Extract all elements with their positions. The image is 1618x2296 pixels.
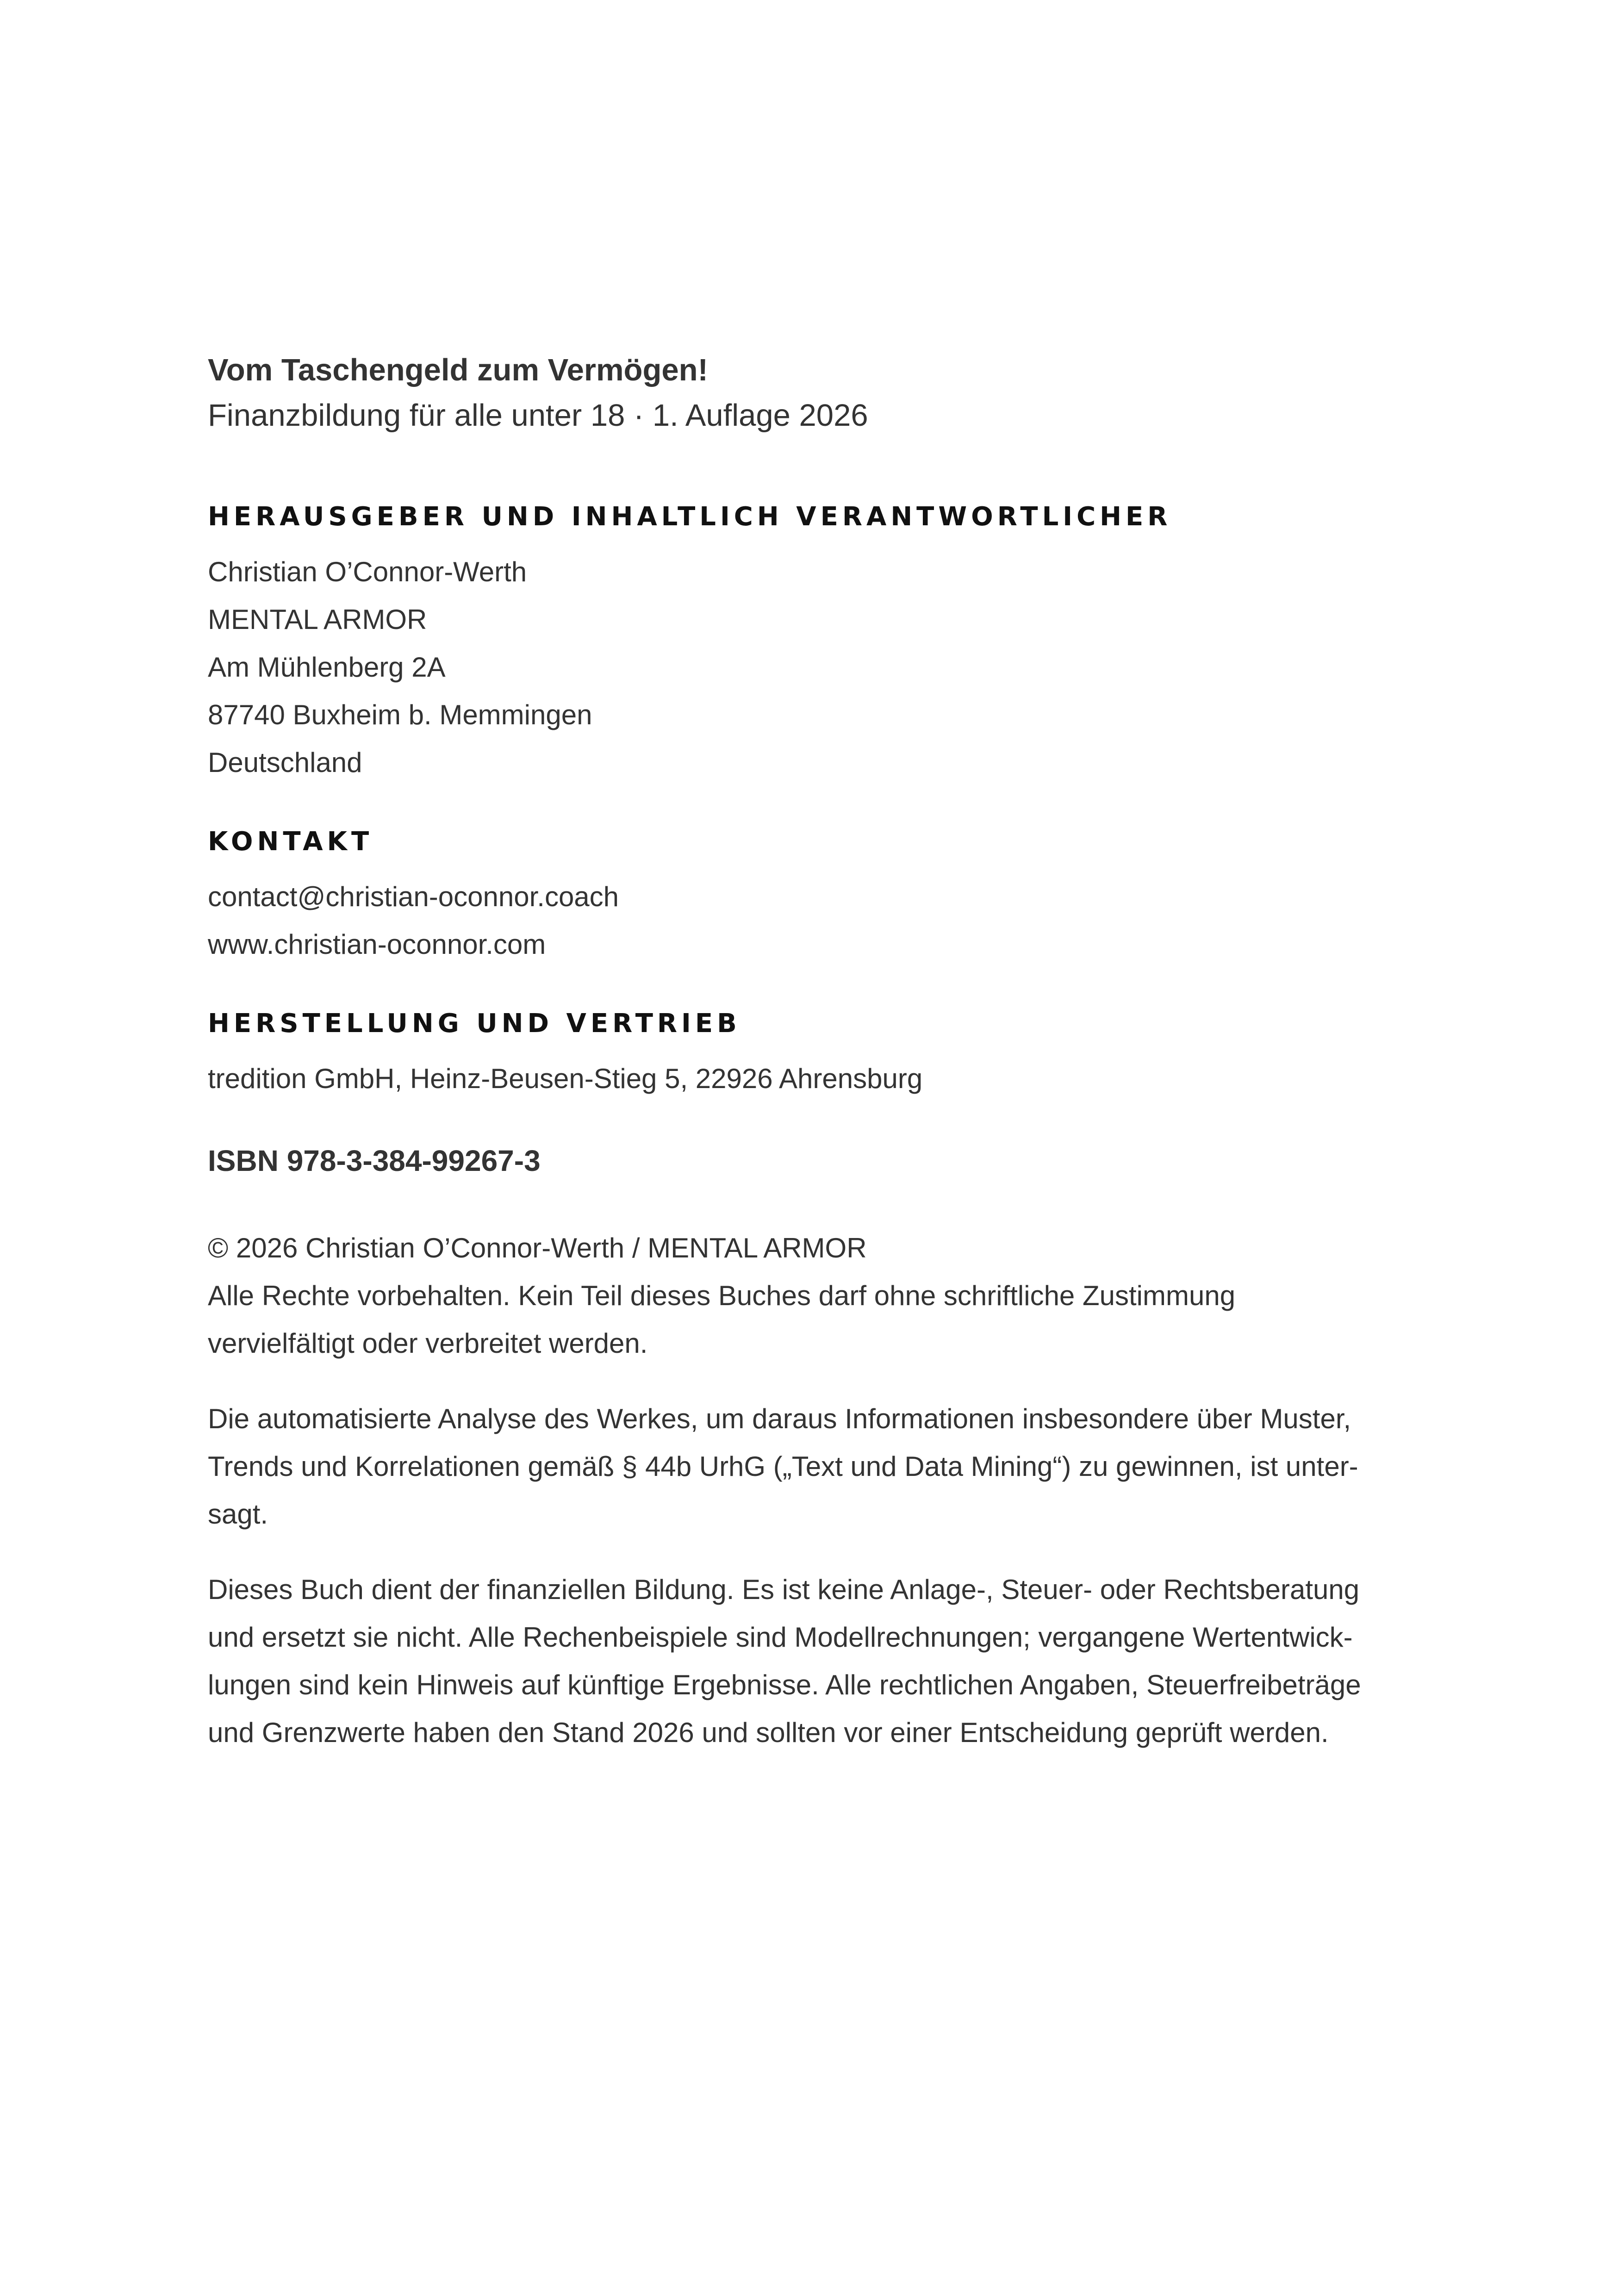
publisher-street: Am Mühlenberg 2A — [208, 651, 446, 683]
imprint-page — [208, 352, 1457, 1756]
production-heading: HERSTELLUNG UND VERTRIEB — [208, 1008, 741, 1039]
publisher-heading: HERAUSGEBER UND INHALTLICH VERANTWORTLICHER — [208, 501, 1172, 532]
copyright-line: Alle Rechte vorbehalten. Kein Teil dieses Buches darf ohne schriftliche Zustimmung — [208, 1280, 1236, 1312]
isbn: ISBN 978-3-384-99267-3 — [208, 1144, 541, 1178]
text-data-mining-notice — [208, 1395, 1457, 1538]
disclaimer-line: Dieses Buch dient der finanziellen Bildung. Es ist keine Anlage-, Steuer- oder Rechtsberatung — [208, 1574, 1360, 1605]
disclaimer-line: und ersetzt sie nicht. Alle Rechenbeispiele sind Modellrechnungen; vergangene Wertentwick- — [208, 1622, 1353, 1653]
publisher-address — [208, 548, 1457, 786]
publisher-section — [208, 501, 1457, 786]
copyright-notice — [208, 1224, 1457, 1367]
production-section — [208, 1008, 1457, 1102]
tdm-line: Die automatisierte Analyse des Werkes, um daraus Informationen insbesondere über Muster, — [208, 1403, 1351, 1435]
disclaimer-line: lungen sind kein Hinweis auf künftige Ergebnisse. Alle rechtlichen Angaben, Steuerfreibeträge — [208, 1669, 1361, 1701]
disclaimer-line: und Grenzwerte haben den Stand 2026 und sollten vor einer Entscheidung geprüft werden. — [208, 1717, 1329, 1748]
contact-heading: KONTAKT — [208, 826, 373, 857]
copyright-line: © 2026 Christian O’Connor-Werth / MENTAL ARMOR — [208, 1232, 867, 1264]
contact-website: www.christian-oconnor.com — [208, 929, 546, 960]
disclaimer — [208, 1566, 1457, 1756]
contact-details — [208, 873, 1457, 968]
production-details — [208, 1055, 1457, 1102]
copyright-line: vervielfältigt oder verbreitet werden. — [208, 1328, 648, 1359]
book-title: Vom Taschengeld zum Vermögen! — [208, 353, 708, 387]
contact-section — [208, 826, 1457, 968]
contact-email: contact@christian-oconnor.coach — [208, 881, 619, 913]
publisher-name: Christian O’Connor-Werth — [208, 556, 527, 587]
tdm-line: Trends und Korrelationen gemäß § 44b UrhG („Text und Data Mining“) zu gewinnen, ist unter- — [208, 1451, 1358, 1482]
production-address: tredition GmbH, Heinz-Beusen-Stieg 5, 22926 Ahrensburg — [208, 1063, 923, 1095]
publisher-country: Deutschland — [208, 747, 362, 778]
publisher-company: MENTAL ARMOR — [208, 604, 427, 635]
tdm-line: sagt. — [208, 1499, 268, 1530]
publisher-city: 87740 Buxheim b. Memmingen — [208, 699, 592, 730]
book-subtitle: Finanzbildung für alle unter 18 · 1. Auflage 2026 — [208, 398, 868, 433]
